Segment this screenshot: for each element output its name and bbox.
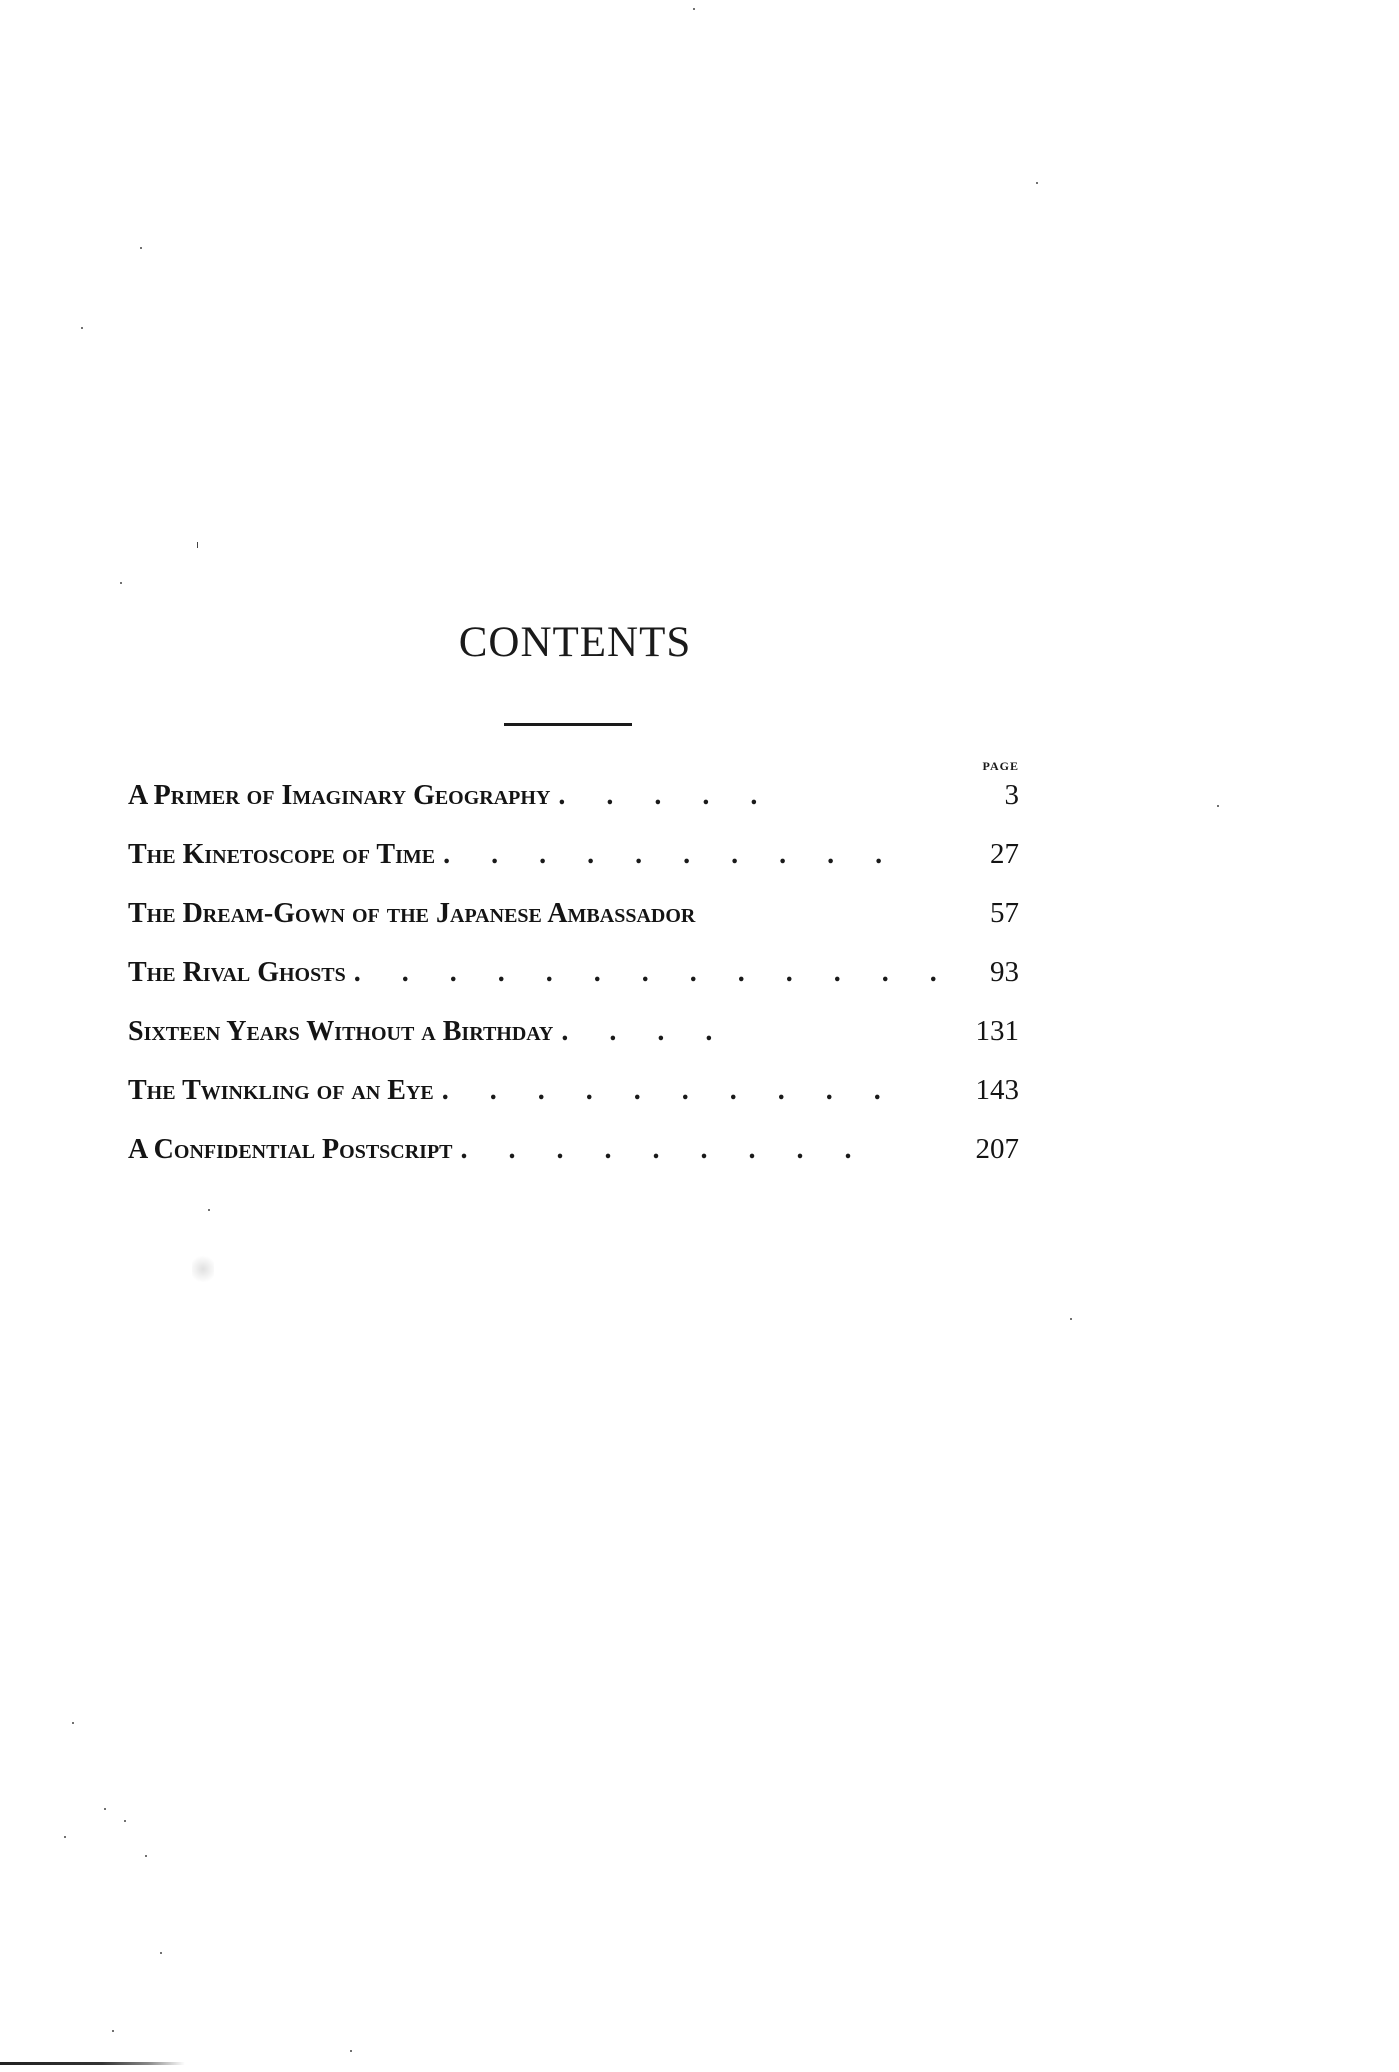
scan-speck [693,8,695,10]
toc-entry-title: The Twinkling of an Eye [128,1075,434,1106]
toc-entry-page: 143 [975,1074,1019,1106]
toc-entry-page: 207 [975,1133,1019,1165]
toc-entry-title: The Rival Ghosts [128,957,346,988]
scan-speck [120,582,122,584]
scan-speck [1070,1318,1072,1320]
scan-speck [1036,182,1038,184]
toc-entry [128,1074,1019,1133]
scan-speck [140,247,142,249]
scan-speck [208,1209,210,1211]
toc-entry-title: Sixteen Years Without a Birthday [128,1016,554,1047]
scan-speck [72,1722,74,1724]
scan-speck [124,1820,126,1822]
scan-speck [64,1836,66,1838]
toc-entry [128,956,1019,1015]
dot-leader: . . . . [561,1016,730,1047]
dot-leader: . . . . . [558,780,775,811]
scan-speck [350,2050,352,2052]
scan-edge-mark [0,2062,185,2065]
toc-entry-title: The Dream-Gown of the Japanese Ambassador [128,898,696,929]
toc-entry-page: 93 [990,956,1019,988]
dot-leader: . . . . . . . . . . . . . [353,957,954,988]
toc-entry [128,1133,1019,1192]
toc-entry [128,838,1019,897]
dot-leader: . . . . . . . . . . [441,1075,898,1106]
scan-speck [197,542,198,548]
toc-entry-page: 57 [990,897,1019,929]
scan-speck [81,327,83,329]
toc-entry-title: A Primer of Imaginary Geography [128,780,551,811]
toc-entry-title: A Confidential Postscript [128,1134,453,1165]
scan-speck [145,1855,147,1857]
scan-speck [1217,805,1219,807]
table-of-contents [128,779,1019,1192]
toc-entry [128,897,1019,956]
scan-speck [112,2030,114,2032]
dot-leader: . . . . . . . . . [460,1134,869,1165]
toc-entry-page: 27 [990,838,1019,870]
toc-entry-title: The Kinetoscope of Time [128,839,436,870]
scan-speck [160,1952,162,1954]
page-column-heading: PAGE [982,759,1019,773]
toc-entry-page: 3 [1004,779,1019,811]
dot-leader: . . . . . . . . . . [443,839,900,870]
toc-entry [128,779,1019,838]
toc-entry-page: 131 [975,1015,1019,1047]
scan-speck [104,1808,106,1810]
title-rule [504,723,632,726]
page-title: CONTENTS [458,619,692,666]
scan-smudge [192,1253,214,1285]
toc-entry [128,1015,1019,1074]
